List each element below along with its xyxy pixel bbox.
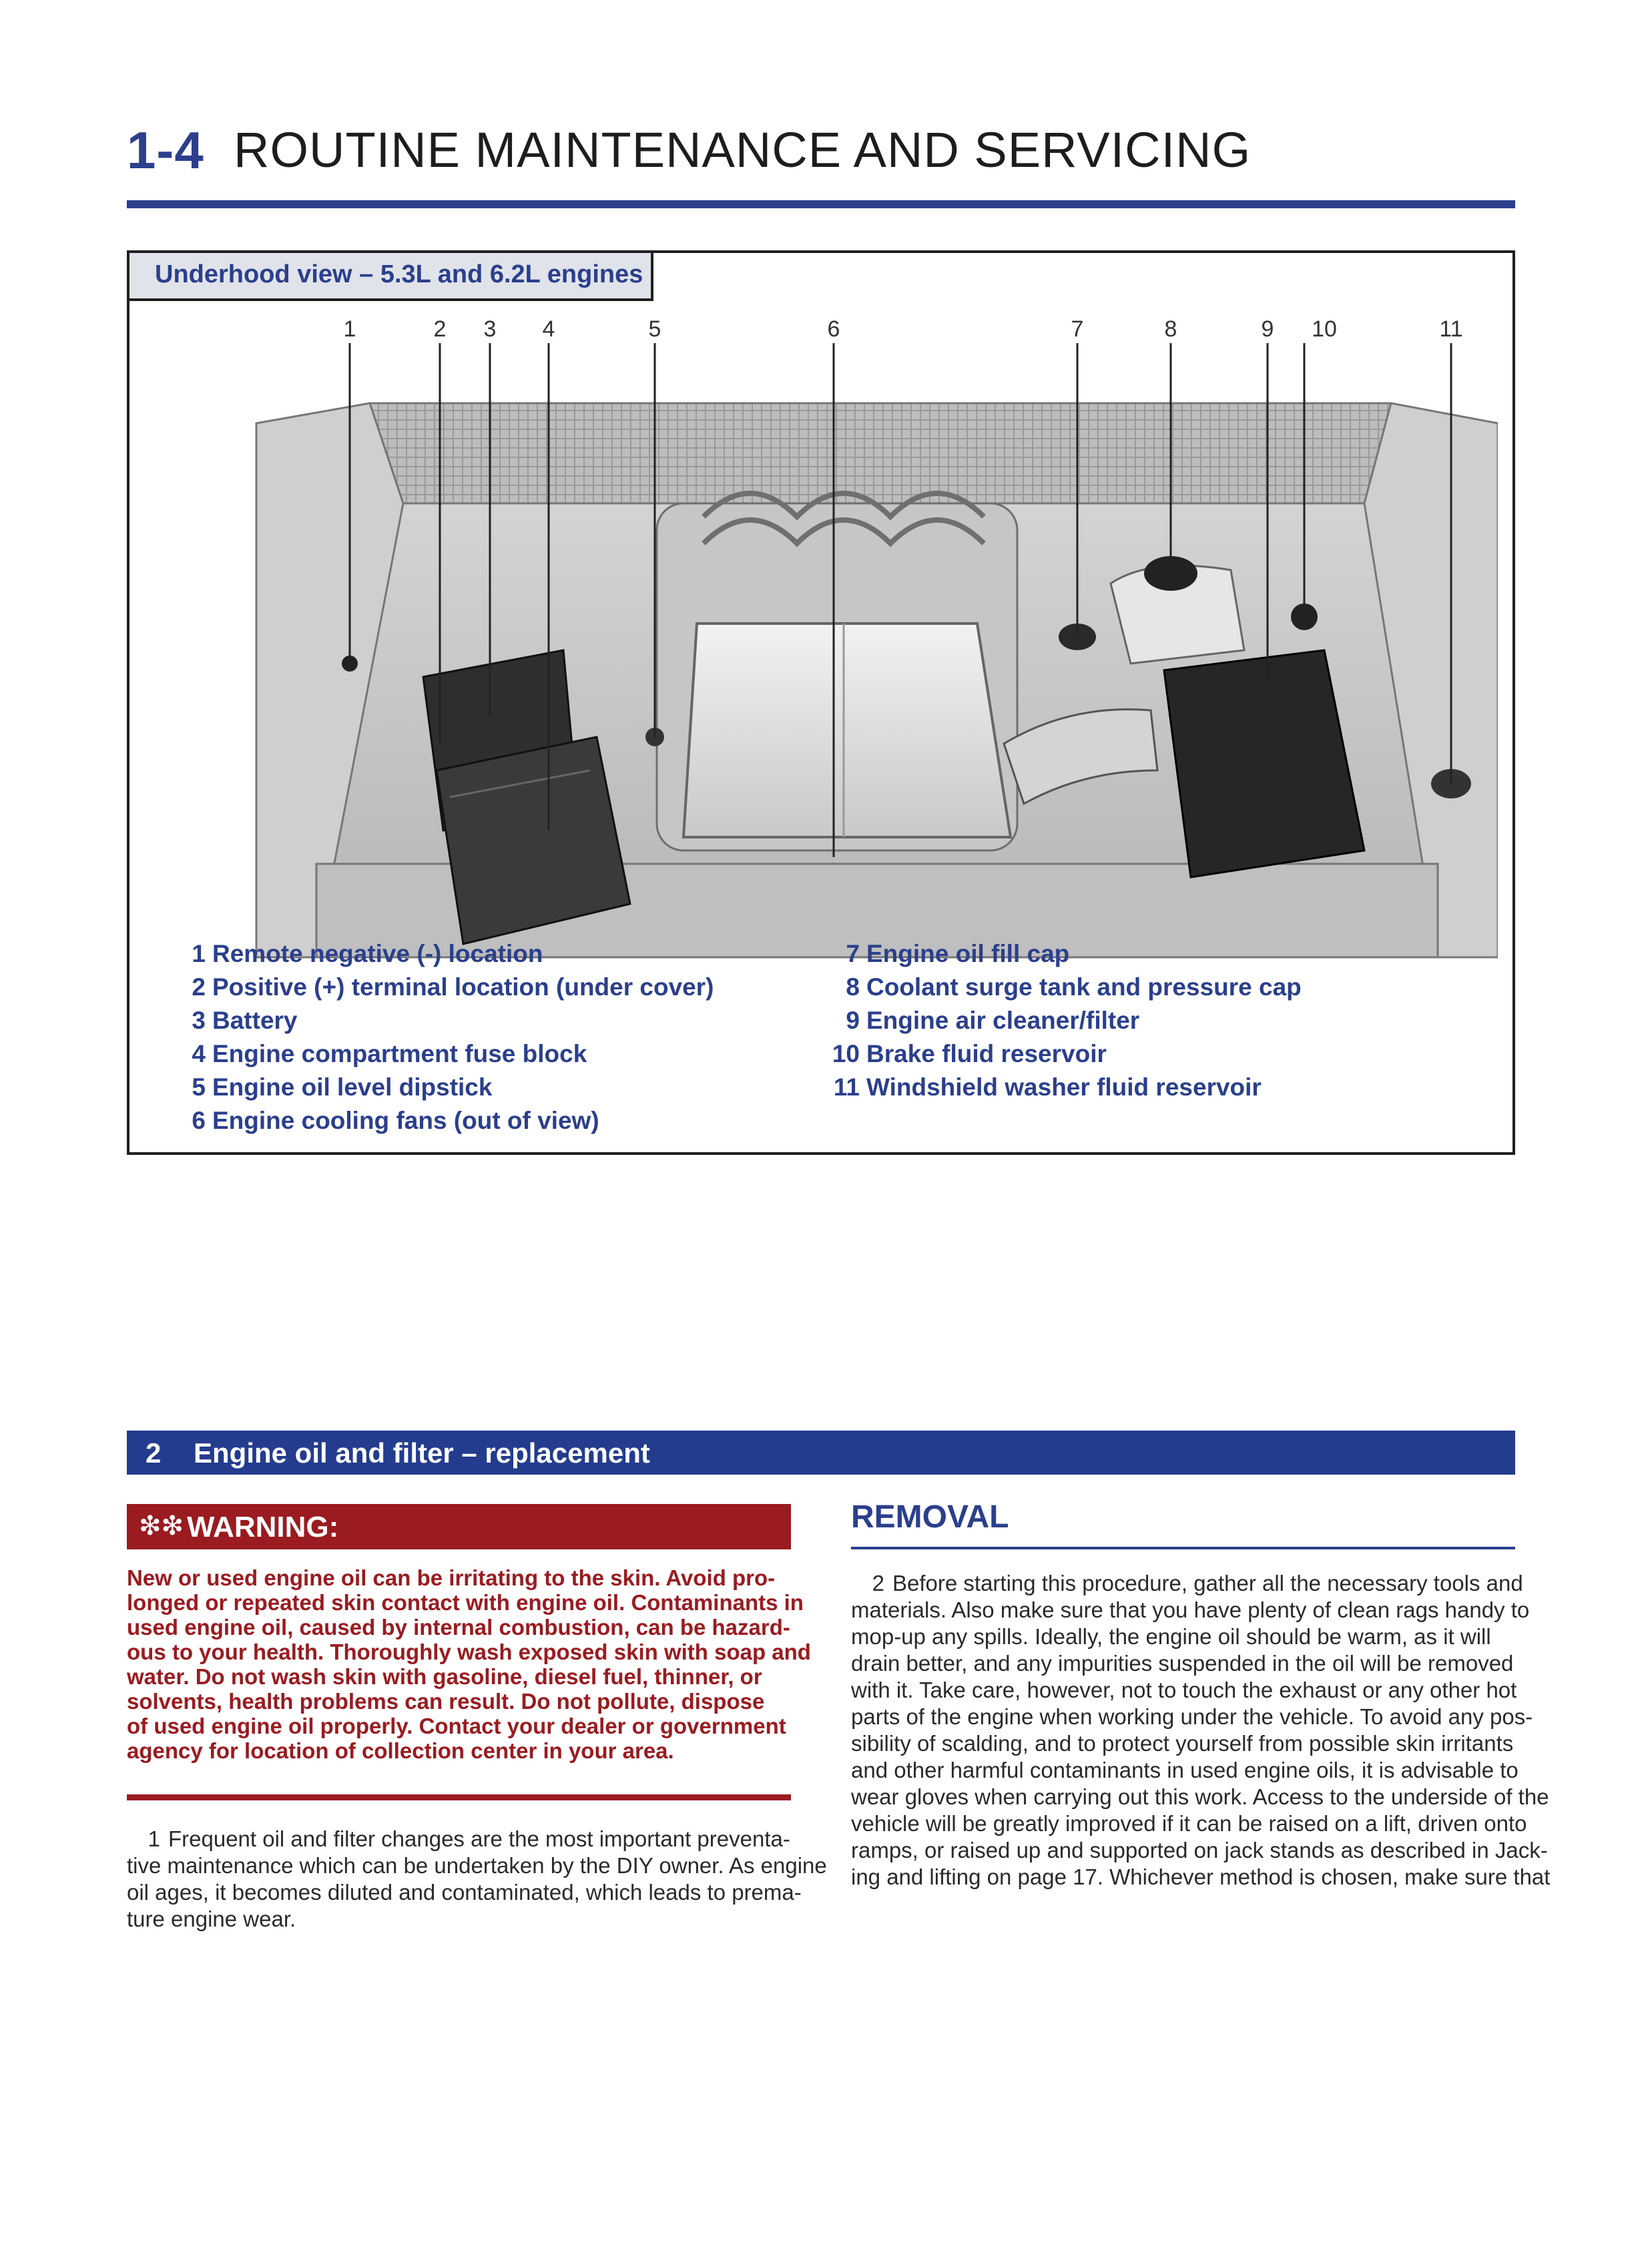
- callout-11: 11: [1439, 316, 1463, 342]
- callout-5: 5: [648, 316, 661, 342]
- legend-item: 4 Engine compartment fuse block: [192, 1040, 587, 1067]
- paragraph-line: materials. Also make sure that you have plenty of clean rags handy to: [851, 1597, 1530, 1622]
- paragraph-line: with it. Take care, however, not to touch the exhaust or any other hot: [851, 1678, 1517, 1702]
- paragraph-line: Before starting this procedure, gather all the necessary tools and: [892, 1571, 1523, 1595]
- legend-item: 8 Coolant surge tank and pressure cap: [846, 973, 1302, 1001]
- callout-9: 9: [1261, 316, 1274, 342]
- section-heading-bar: [127, 1431, 1515, 1475]
- callout-10: 10: [1312, 316, 1337, 342]
- legend-item: 9 Engine air cleaner/filter: [846, 1007, 1140, 1034]
- paragraph-1: [127, 1826, 827, 1933]
- paragraph-2: [851, 1570, 1551, 1891]
- engine-bay-illustration: [150, 303, 1498, 964]
- warning-line: ous to your health. Thoroughly wash exposed skin with soap and: [127, 1640, 811, 1664]
- figure-box: [127, 250, 1515, 1155]
- warning-line: used engine oil, caused by internal combustion, can be hazard-: [127, 1615, 790, 1640]
- engine-cover: [683, 623, 1011, 837]
- callout-8: 8: [1164, 316, 1177, 342]
- warning-stars-icon: ❇❇: [139, 1511, 184, 1541]
- paragraph-line: Frequent oil and filter changes are the most important preventa-: [168, 1826, 790, 1851]
- callout-6: 6: [827, 316, 840, 342]
- paragraph-line: parts of the engine when working under the vehicle. To avoid any pos-: [851, 1704, 1533, 1729]
- legend-item: 3 Battery: [192, 1007, 298, 1034]
- paragraph-line: oil ages, it becomes diluted and contaminated, which leads to prema-: [127, 1880, 802, 1905]
- paragraph-line: wear gloves when carrying out this work. Access to the underside of the: [851, 1784, 1549, 1809]
- callout-2: 2: [433, 316, 447, 342]
- cowl-grille: [370, 403, 1391, 503]
- warning-line: solvents, health problems can result. Do not pollute, dispose: [127, 1689, 765, 1714]
- warning-line: agency for location of collection center in your area.: [127, 1738, 674, 1763]
- warning-line: New or used engine oil can be irritating to the skin. Avoid pro-: [127, 1565, 776, 1590]
- legend-right: [824, 937, 1302, 1104]
- legend-item: 2 Positive (+) terminal location (under cover): [192, 973, 714, 1001]
- legend-left: [170, 937, 714, 1138]
- section-number: 2: [146, 1437, 162, 1469]
- removal-rule: [851, 1547, 1515, 1549]
- figure-caption-tab: [129, 253, 653, 301]
- page-title: ROUTINE MAINTENANCE AND SERVICING: [234, 122, 1252, 178]
- warning-rule: [127, 1794, 791, 1800]
- paragraph-line: mop-up any spills. Ideally, the engine oil should be warm, as it will: [851, 1624, 1491, 1649]
- header-rule: [127, 200, 1515, 208]
- legend-item: 6 Engine cooling fans (out of view): [192, 1107, 599, 1134]
- warning-text: [127, 1565, 811, 1763]
- paragraph-line: ture engine wear.: [127, 1907, 296, 1931]
- legend-item: 5 Engine oil level dipstick: [192, 1073, 493, 1101]
- legend-item: 11 Windshield washer fluid reservoir: [833, 1073, 1262, 1101]
- paragraph-line: vehicle will be greatly improved if it can be raised on a lift, driven onto: [851, 1811, 1527, 1836]
- callout-3: 3: [483, 316, 497, 342]
- warning-label: WARNING:: [187, 1511, 339, 1543]
- legend-item: 10 Brake fluid reservoir: [832, 1040, 1107, 1067]
- callout-1: 1: [343, 316, 356, 342]
- page-header: [127, 120, 1515, 210]
- page-number: 1-4: [127, 121, 204, 180]
- figure-caption: Underhood view – 5.3L and 6.2L engines: [155, 260, 643, 288]
- paragraph-number: 1: [148, 1826, 160, 1851]
- paragraph-line: and other harmful contaminants in used engine oils, it is advisable to: [851, 1758, 1519, 1782]
- section-title: Engine oil and filter – replacement: [194, 1437, 650, 1469]
- paragraph-line: ing and lifting on page 17. Whichever method is chosen, make sure that: [851, 1864, 1551, 1889]
- paragraph-line: sibility of scalding, and to protect yourself from possible skin irritants: [851, 1731, 1514, 1756]
- warning-line: longed or repeated skin contact with engine oil. Contaminants in: [127, 1590, 804, 1615]
- callout-numbers: [344, 316, 1463, 342]
- warning-line: water. Do not wash skin with gasoline, diesel fuel, thinner, or: [127, 1664, 762, 1689]
- warning-bar: [127, 1504, 791, 1549]
- removal-heading: REMOVAL: [851, 1499, 1009, 1535]
- paragraph-line: drain better, and any impurities suspended in the oil will be removed: [851, 1651, 1514, 1676]
- callout-4: 4: [542, 316, 555, 342]
- warning-line: of used engine oil properly. Contact your dealer or government: [127, 1714, 786, 1738]
- paragraph-line: ramps, or raised up and supported on jack stands as described in Jack-: [851, 1838, 1548, 1862]
- legend-item: 1 Remote negative (-) location: [192, 940, 543, 967]
- paragraph-line: tive maintenance which can be undertaken by the DIY owner. As engine: [127, 1853, 827, 1878]
- callout-7: 7: [1071, 316, 1084, 342]
- legend-item: 7 Engine oil fill cap: [846, 940, 1070, 967]
- paragraph-number: 2: [872, 1571, 884, 1595]
